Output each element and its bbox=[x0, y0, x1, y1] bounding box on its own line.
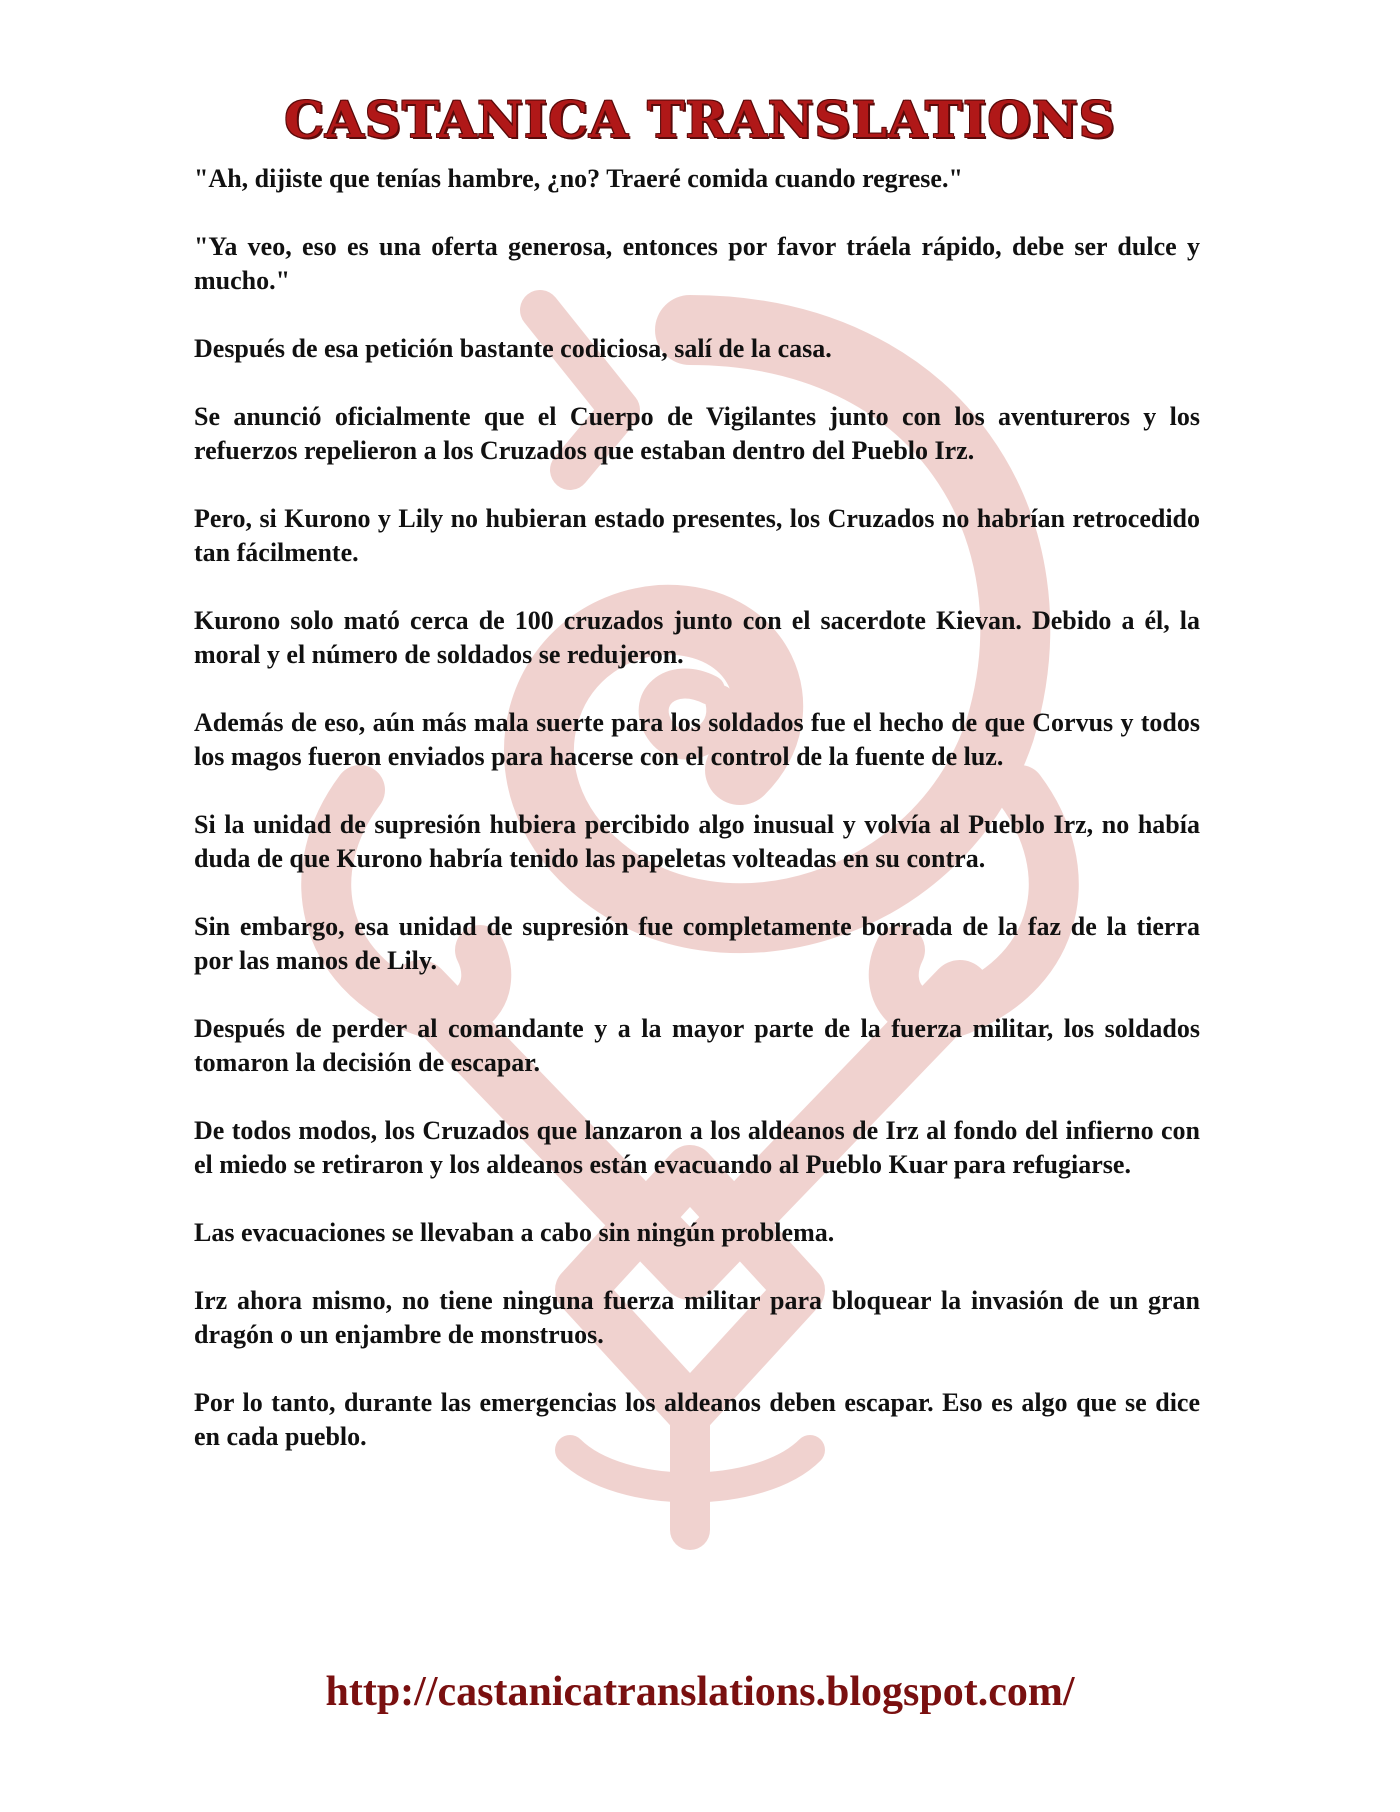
footer-link[interactable]: http://castanicatranslations.blogspot.com/ bbox=[325, 1669, 1075, 1715]
paragraph: "Ah, dijiste que tenías hambre, ¿no? Traeré comida cuando regrese." bbox=[194, 164, 963, 193]
page-title: CASTANICA TRANSLATIONS bbox=[284, 90, 1116, 149]
paragraph: De todos modos, los Cruzados que lanzaron a los aldeanos de Irz al fondo del infierno con el miedo se retiraron y los aldeanos están evacuando al Pueblo Kuar para refugiarse. bbox=[194, 1116, 1200, 1179]
paragraph: Se anunció oficialmente que el Cuerpo de Vigilantes junto con los aventureros y los refuerzos repelieron a los Cruzados que estaban dentro del Pueblo Irz. bbox=[194, 402, 1200, 465]
paragraph: Pero, si Kurono y Lily no hubieran estado presentes, los Cruzados no habrían retrocedido tan fácilmente. bbox=[194, 504, 1200, 567]
paragraph: Si la unidad de supresión hubiera percibido algo inusual y volvía al Pueblo Irz, no había duda de que Kurono habría tenido las papeletas volteadas en su contra. bbox=[194, 810, 1200, 873]
paragraph: Después de perder al comandante y a la mayor parte de la fuerza militar, los soldados tomaron la decisión de escapar. bbox=[194, 1014, 1200, 1077]
paragraph: Después de esa petición bastante codiciosa, salí de la casa. bbox=[194, 334, 832, 363]
paragraph: Por lo tanto, durante las emergencias los aldeanos deben escapar. Eso es algo que se dice en cada pueblo. bbox=[194, 1388, 1200, 1451]
body-text bbox=[194, 162, 1200, 1488]
paragraph: Las evacuaciones se llevaban a cabo sin ningún problema. bbox=[194, 1218, 835, 1247]
paragraph: Kurono solo mató cerca de 100 cruzados junto con el sacerdote Kievan. Debido a él, la moral y el número de soldados se redujeron. bbox=[194, 606, 1200, 669]
paragraph: Irz ahora mismo, no tiene ninguna fuerza militar para bloquear la invasión de un gran dragón o un enjambre de monstruos. bbox=[194, 1286, 1200, 1349]
paragraph: Además de eso, aún más mala suerte para los soldados fue el hecho de que Corvus y todos los magos fueron enviados para hacerse con el control de la fuente de luz. bbox=[194, 708, 1200, 771]
paragraph: "Ya veo, eso es una oferta generosa, entonces por favor tráela rápido, debe ser dulce y mucho." bbox=[194, 232, 1200, 295]
paragraph: Sin embargo, esa unidad de supresión fue completamente borrada de la faz de la tierra por las manos de Lily. bbox=[194, 912, 1200, 975]
